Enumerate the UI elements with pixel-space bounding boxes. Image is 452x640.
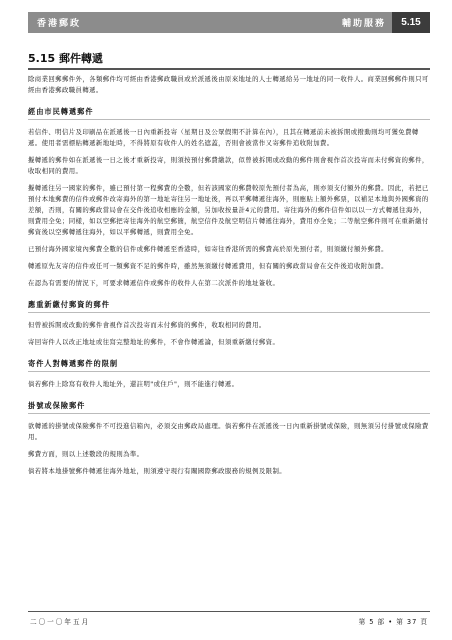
paragraph: 擬轉遞的郵件如在派遞後一日之後才重新投寄，則須按預付郵費繳款，似曾被拆開或改動的郵件則會視作首次投寄而未付郵資的郵件，收取相同的費用。: [28, 156, 429, 175]
header-section-number: 5.15: [392, 12, 430, 33]
paragraph: 郵費方面，則以上述數段的規則為準。: [28, 450, 144, 458]
paragraph: 已預付海外國家境內郵費全數的信件或郵件轉遞至香港時，如寄往香港所需的郵費高於原先預付者，則須繳付額外郵費。: [28, 245, 388, 253]
paragraph: 在認為有需要的情況下，可要求轉遞信件或郵件的收件人在第二次派件的地址簽收。: [28, 279, 280, 287]
footer-page-number: 第 5 部 • 第 37 頁: [358, 618, 428, 626]
section-heading: 寄件人對轉遞郵件的限制: [28, 358, 430, 372]
section-title: 5.15 郵件轉遞: [28, 50, 430, 70]
section-heading: 經由市民轉遞郵件: [28, 106, 430, 120]
paragraph: 倘若將本地掛號郵件轉遞往海外地址，則須遵守現行有關國際郵政服務的規例及限制。: [28, 467, 287, 475]
footer-date: 二〇一〇年五月: [30, 618, 91, 626]
paragraph: 倘若郵件上除寫有收件人地址外，還註明"或住戶"，則不能進行轉遞。: [28, 380, 239, 388]
section-heading: 應重新繳付郵資的郵件: [28, 299, 430, 313]
footer-divider: [28, 611, 430, 612]
paragraph: 轉遞原先友寄的信件或任可一類郵資不足的郵件時，雖然無須繳付轉遞費用，但有關的郵政當局會在交件後追收附加費。: [28, 262, 388, 270]
paragraph: 欲轉遞的掛號或保險郵件不可投進信箱內，必須交由郵政局處理。倘若郵件在派遞後一日內重新掛號或保險，則無須另付掛號或保險費用。: [28, 422, 429, 441]
main-content: [28, 74, 430, 483]
paragraph: 但曾被拆開或改動的郵件會視作首次投寄而未付郵資的郵件，收取相同的費用。: [28, 321, 266, 329]
header-organisation: 香港郵政: [37, 19, 82, 29]
paragraph: 寄回寄件人以改正地址或往寫完整地址的郵件，不會作轉遞論，但須重新繳付郵資。: [28, 338, 280, 346]
intro-paragraph: 除商業回郵郵件外，各類郵件均可經由香港郵政職員或於派遞後由原來地址的人士轉遞給另一地址的同一收件人。商業回郵郵件則只可經由香港郵政職員轉遞。: [28, 75, 429, 94]
section-heading: 掛號或保險郵件: [28, 400, 430, 414]
header-chapter: 輔助服務: [341, 19, 386, 29]
page-header: [28, 12, 430, 33]
paragraph: 若信件、明信片及印刷品在派遞後一日內重新投寄（星期日及公眾假期不計算在內），且其在轉遞前未被拆開或撥動則均可獲免費轉遞。使用者需標貼轉遞新地址時，不得將原有收件人的姓名遮蓋，否則會被當作又寄郵件追收附加費。: [28, 128, 419, 147]
paragraph: 擬轉遞往另一國家的郵件，雖已預付第一程郵費的全數，但若該國家的郵費較原先預付者為高，則亦須支付額外的郵費。因此，若把已預付本地郵費的信件或郵件改寄海外的第一地址寄往另一地址後，再以平郵轉遞往海外，則應貼上額外郵票，以補足本地與外國郵資的差額，否則，有關的郵政當局會在交件後追收相應的金額，另加收按量計4元的費用。寄往海外的郵件信件如以以一方式轉遞往海外，則費用全免；同樣，如以空郵把寄往海外的航空郵簡，航空信件及航空明信片轉遞往海外，費用亦全免；二等航空郵件則可在重新繳付郵資後以空郵轉遞往海外，如以平郵轉遞，則費用全免。: [28, 184, 429, 236]
